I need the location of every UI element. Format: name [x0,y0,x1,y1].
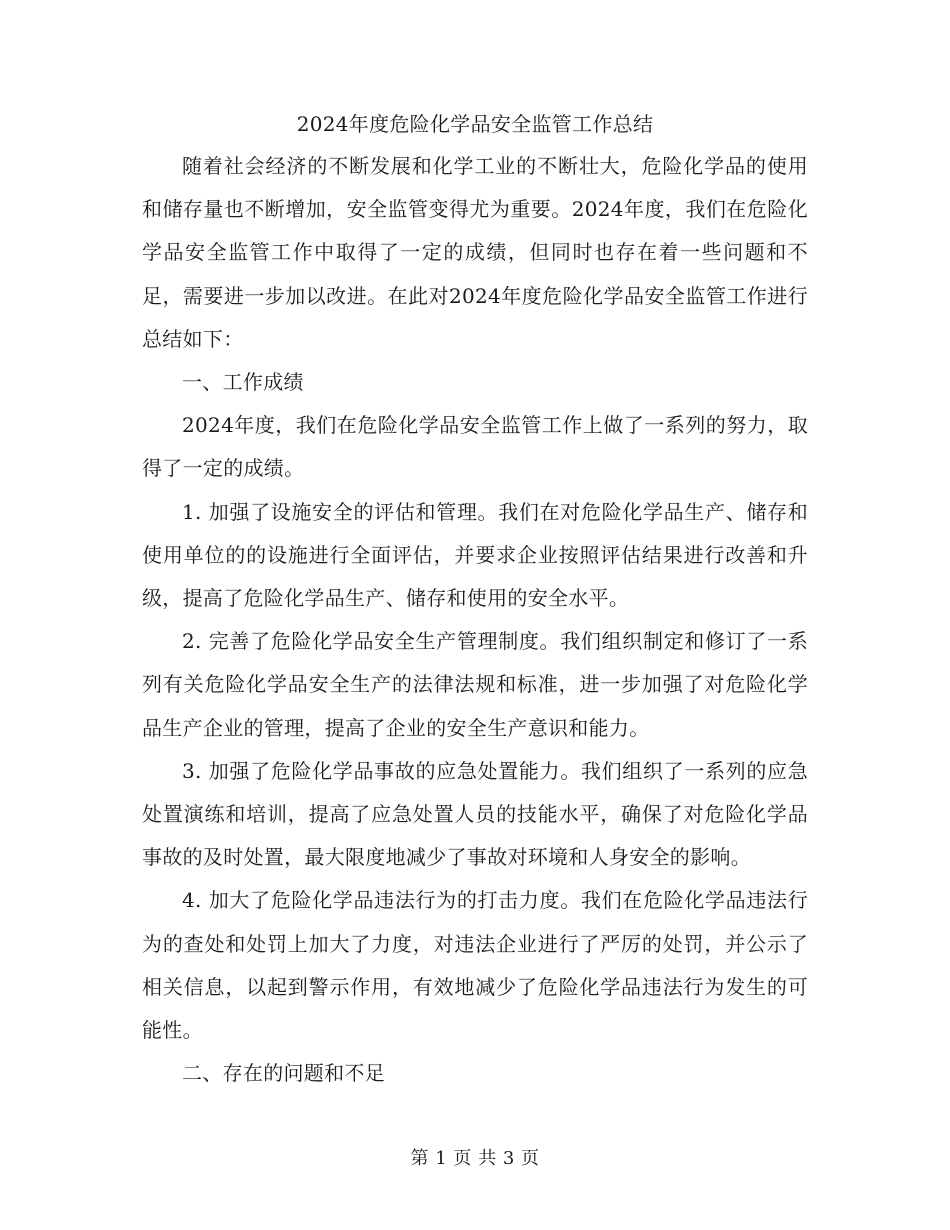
document-title: 2024年度危险化学品安全监管工作总结 [296,112,654,136]
page-number-footer: 第 1 页 共 3 页 [410,1148,540,1169]
achievement-item-3: 3. 加强了危险化学品事故的应急处置能力。我们组织了一系列的应急处置演练和培训，提高了应急处置人员的技能水平，确保了对危险化学品事故的及时处置，最大限度地减少了事故对环境和人身安全的影响。 [142,758,808,870]
achievement-item-2: 2. 完善了危险化学品安全生产管理制度。我们组织制定和修订了一系列有关危险化学品安全生产的法律法规和标准，进一步加强了对危险化学品生产企业的管理，提高了企业的安全生产意识和能力。 [142,629,808,740]
section-heading-problems: 二、存在的问题和不足 [182,1061,385,1086]
section-heading-achievements: 一、工作成绩 [182,370,304,395]
achievement-item-4: 4. 加大了危险化学品违法行为的打击力度。我们在危险化学品违法行为的查处和处罚上加大了力度，对违法企业进行了严厉的处罚，并公示了相关信息，以起到警示作用，有效地减少了危险化学品违法行为发生的可能性。 [142,888,808,1043]
achievements-summary-paragraph: 2024年度，我们在危险化学品安全监管工作上做了一系列的努力，取得了一定的成绩。 [142,413,808,481]
intro-paragraph: 随着社会经济的不断发展和化学工业的不断壮大，危险化学品的使用和储存量也不断增加，安全监管变得尤为重要。2024年度，我们在危险化学品安全监管工作中取得了一定的成绩，但同时也存在着一些问题和不足，需要进一步加以改进。在此对2024年度危险化学品安全监管工作进行总结如下： [142,154,808,351]
achievement-item-1: 1. 加强了设施安全的评估和管理。我们在对危险化学品生产、储存和使用单位的的设施进行全面评估，并要求企业按照评估结果进行改善和升级，提高了危险化学品生产、储存和使用的安全水平。 [142,499,808,611]
document-body [142,145,808,1095]
